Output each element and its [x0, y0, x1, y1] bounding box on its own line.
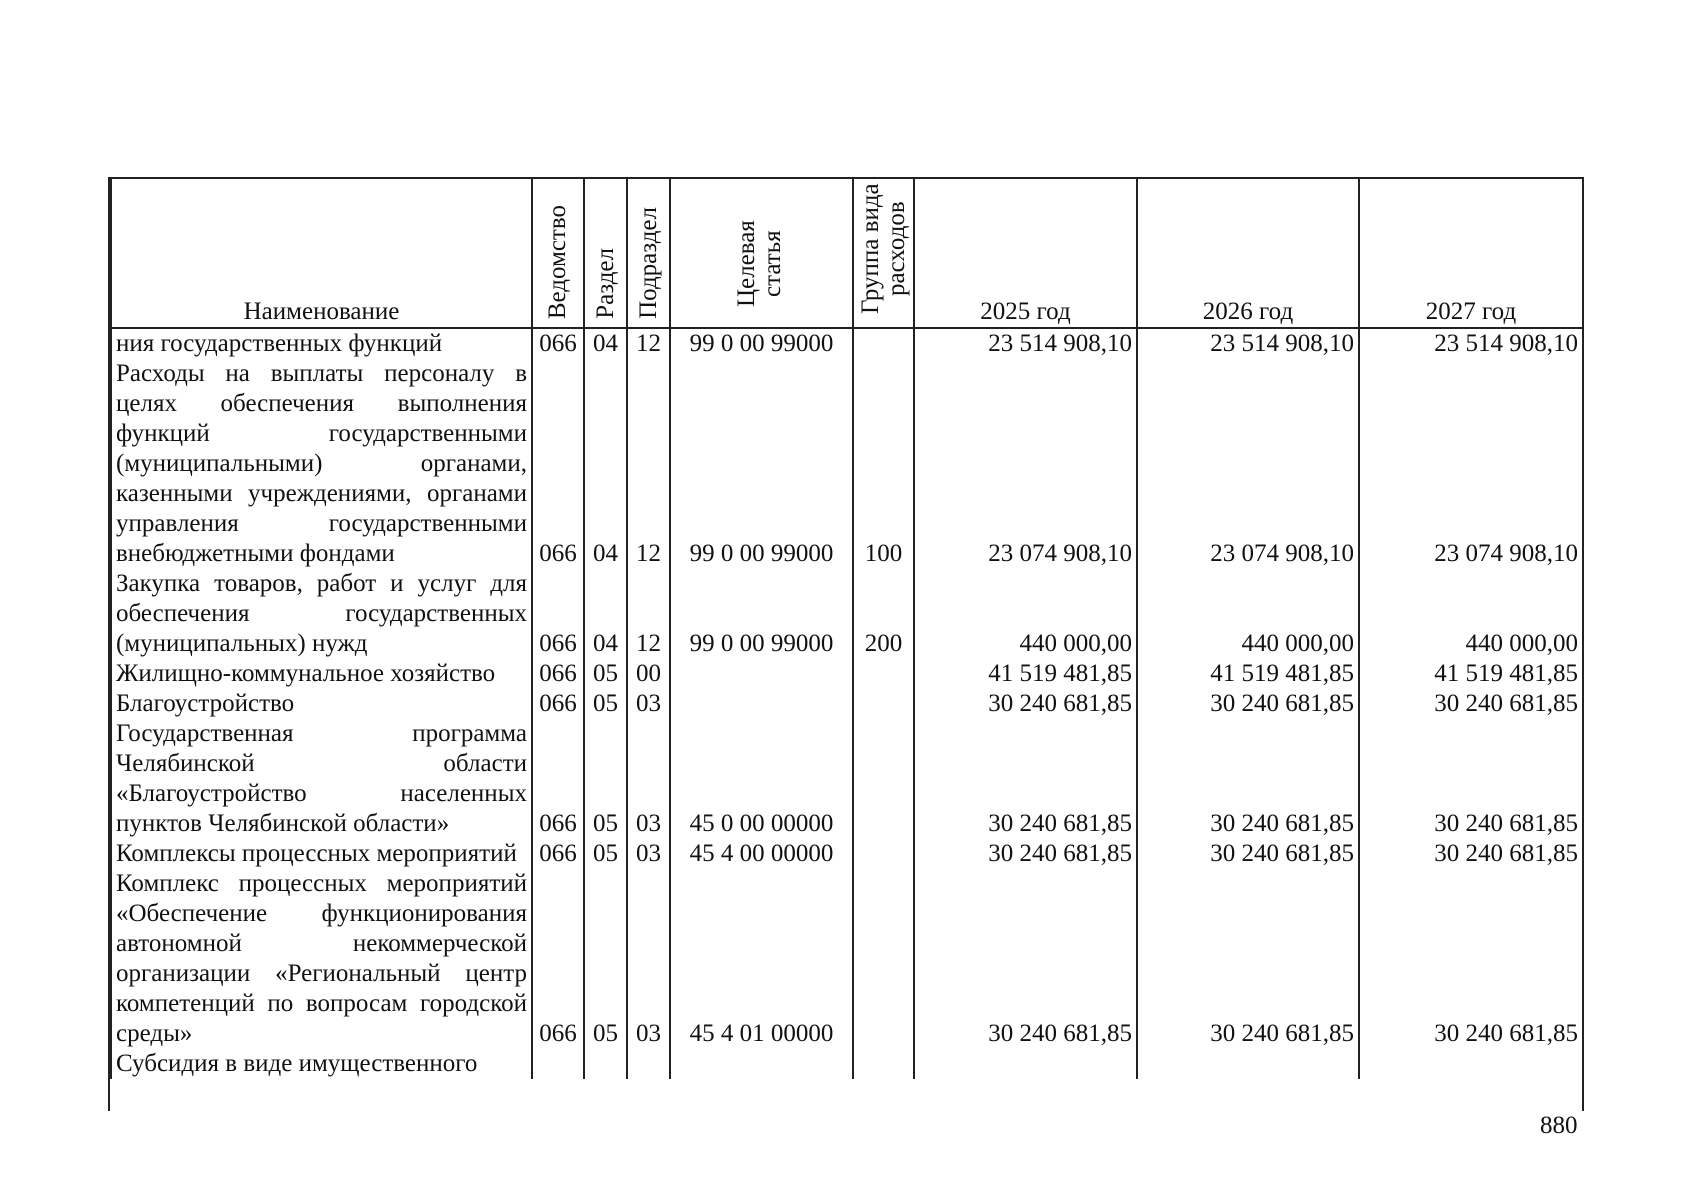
- table-row: [111, 839, 1583, 869]
- cell-y2027: 440 000,00: [1359, 569, 1583, 659]
- cell-y2025: 440 000,00: [914, 569, 1137, 659]
- cell-y2026: 30 240 681,85: [1137, 869, 1359, 1049]
- cell-group: [853, 659, 914, 689]
- cell-group: 200: [853, 569, 914, 659]
- cell-subsection: 12: [627, 328, 670, 359]
- header-2025: 2025 год: [914, 178, 1137, 328]
- cell-target: 45 4 00 00000: [670, 839, 853, 869]
- cell-group: [853, 1049, 914, 1079]
- header-dept: Ведомство: [532, 178, 584, 328]
- cell-y2025: 23 074 908,10: [914, 359, 1137, 569]
- cell-target: [670, 689, 853, 719]
- cell-subsection: 03: [627, 719, 670, 839]
- table-row: [111, 659, 1583, 689]
- header-2027: 2027 год: [1359, 178, 1583, 328]
- cell-dept: 066: [532, 659, 584, 689]
- cell-y2026: 41 519 481,85: [1137, 659, 1359, 689]
- budget-table-sheet: [108, 177, 1584, 1111]
- cell-subsection: 03: [627, 839, 670, 869]
- cell-dept: 066: [532, 359, 584, 569]
- cell-target: 45 0 00 00000: [670, 719, 853, 839]
- cell-y2025: 41 519 481,85: [914, 659, 1137, 689]
- cell-y2025: 30 240 681,85: [914, 839, 1137, 869]
- cell-group: [853, 719, 914, 839]
- table-row: [111, 1049, 1583, 1079]
- page-number: 880: [1540, 1112, 1578, 1139]
- cell-y2027: [1359, 1049, 1583, 1079]
- cell-group: [853, 689, 914, 719]
- cell-subsection: 03: [627, 869, 670, 1049]
- cell-name: Благоустройство: [111, 689, 532, 719]
- table-row: [111, 869, 1583, 1049]
- cell-dept: 066: [532, 839, 584, 869]
- cell-y2025: 30 240 681,85: [914, 689, 1137, 719]
- cell-target: [670, 659, 853, 689]
- cell-section: 04: [584, 328, 627, 359]
- cell-y2025: 30 240 681,85: [914, 719, 1137, 839]
- cell-section: [584, 1049, 627, 1079]
- cell-name: ния государственных функций: [111, 328, 532, 359]
- cell-section: 05: [584, 689, 627, 719]
- cell-group: [853, 839, 914, 869]
- cell-target: 99 0 00 99000: [670, 359, 853, 569]
- cell-subsection: 12: [627, 359, 670, 569]
- table-row: [111, 719, 1583, 839]
- cell-y2026: [1137, 1049, 1359, 1079]
- cell-y2027: 23 074 908,10: [1359, 359, 1583, 569]
- cell-y2026: 30 240 681,85: [1137, 719, 1359, 839]
- cell-y2026: 23 514 908,10: [1137, 328, 1359, 359]
- cell-dept: 066: [532, 869, 584, 1049]
- cell-subsection: 12: [627, 569, 670, 659]
- cell-section: 05: [584, 869, 627, 1049]
- cell-target: 45 4 01 00000: [670, 869, 853, 1049]
- cell-y2025: [914, 1049, 1137, 1079]
- cell-dept: 066: [532, 689, 584, 719]
- cell-subsection: 03: [627, 689, 670, 719]
- table-row: [111, 569, 1583, 659]
- cell-name: Жилищно-коммунальное хозяйство: [111, 659, 532, 689]
- header-group: Группа вида расходов: [853, 178, 914, 328]
- table-row: [111, 328, 1583, 359]
- table-header-row: [111, 178, 1583, 328]
- header-name: Наименование: [111, 178, 532, 328]
- cell-section: 05: [584, 839, 627, 869]
- cell-y2027: 41 519 481,85: [1359, 659, 1583, 689]
- cell-dept: 066: [532, 328, 584, 359]
- table-row: [111, 689, 1583, 719]
- cell-name: Закупка товаров, работ и услуг для обеспечения государственных (муниципальных) нужд: [111, 569, 532, 659]
- cell-target: 99 0 00 99000: [670, 569, 853, 659]
- cell-name: Расходы на выплаты персоналу в целях обеспечения выполнения функций государственными (муниципальными) органами, казенными учреждениями, органами управления государственными внебюджетными фондами: [111, 359, 532, 569]
- cell-y2025: 23 514 908,10: [914, 328, 1137, 359]
- cell-name: Комплексы процессных мероприятий: [111, 839, 532, 869]
- cell-y2027: 23 514 908,10: [1359, 328, 1583, 359]
- budget-table: [110, 177, 1584, 1079]
- cell-subsection: [627, 1049, 670, 1079]
- table-row: [111, 359, 1583, 569]
- header-subsection: Подраздел: [627, 178, 670, 328]
- cell-name: Субсидия в виде имущественного: [111, 1049, 532, 1079]
- header-2026: 2026 год: [1137, 178, 1359, 328]
- cell-section: 04: [584, 569, 627, 659]
- cell-y2026: 23 074 908,10: [1137, 359, 1359, 569]
- cell-y2027: 30 240 681,85: [1359, 719, 1583, 839]
- cell-subsection: 00: [627, 659, 670, 689]
- cell-y2026: 30 240 681,85: [1137, 689, 1359, 719]
- header-target: Целевая статья: [670, 178, 853, 328]
- cell-name: Комплекс процессных мероприятий «Обеспечение функционирования автономной некоммерческой организации «Региональный центр компетенций по вопросам городской среды»: [111, 869, 532, 1049]
- cell-group: [853, 328, 914, 359]
- cell-dept: 066: [532, 719, 584, 839]
- cell-section: 05: [584, 659, 627, 689]
- cell-y2027: 30 240 681,85: [1359, 689, 1583, 719]
- cell-target: 99 0 00 99000: [670, 328, 853, 359]
- cell-section: 04: [584, 359, 627, 569]
- cell-y2025: 30 240 681,85: [914, 869, 1137, 1049]
- cell-section: 05: [584, 719, 627, 839]
- cell-target: [670, 1049, 853, 1079]
- cell-y2027: 30 240 681,85: [1359, 839, 1583, 869]
- cell-y2026: 440 000,00: [1137, 569, 1359, 659]
- cell-y2027: 30 240 681,85: [1359, 869, 1583, 1049]
- cell-dept: 066: [532, 569, 584, 659]
- cell-y2026: 30 240 681,85: [1137, 839, 1359, 869]
- cell-group: 100: [853, 359, 914, 569]
- cell-name: Государственная программа Челябинской области «Благоустройство населенных пунктов Челябинской области»: [111, 719, 532, 839]
- cell-dept: [532, 1049, 584, 1079]
- header-section: Раздел: [584, 178, 627, 328]
- cell-group: [853, 869, 914, 1049]
